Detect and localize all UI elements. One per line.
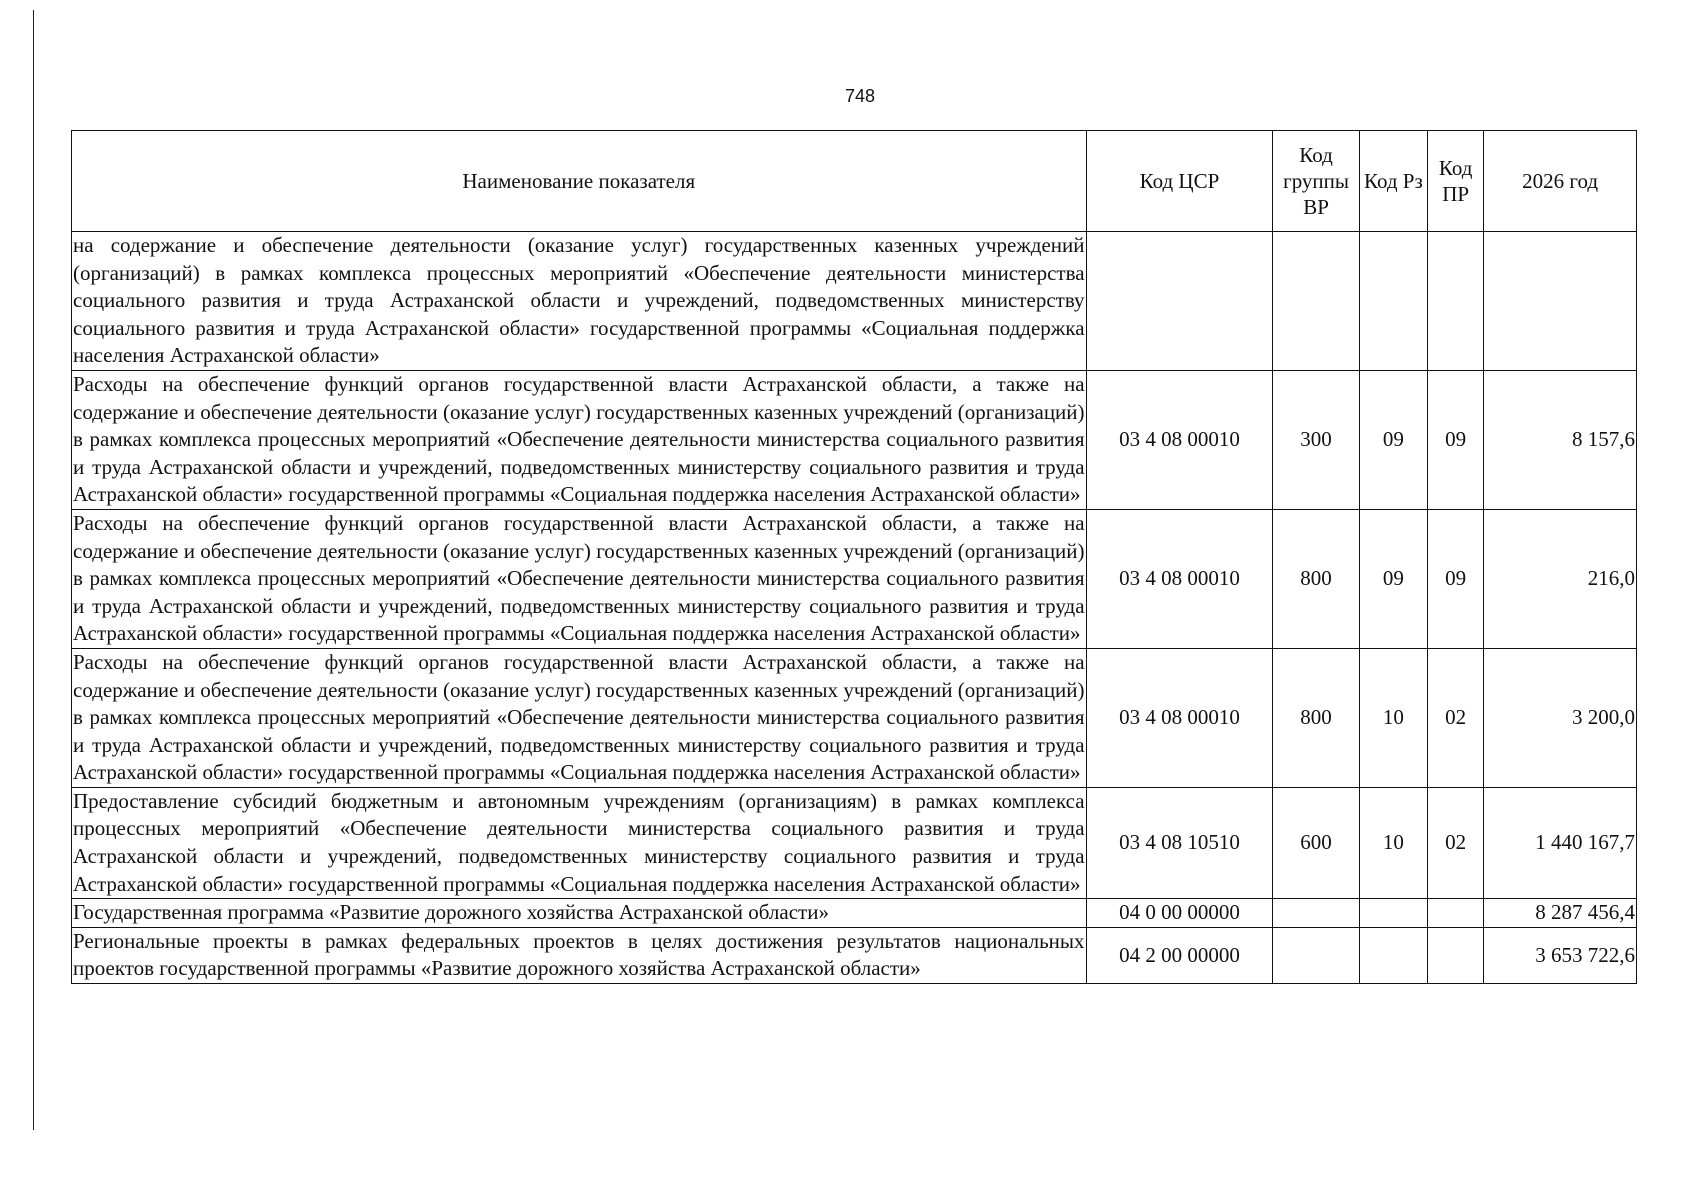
table-row xyxy=(72,927,1637,983)
table-row xyxy=(72,509,1637,648)
row-name: Расходы на обеспечение функций органов государственной власти Астраханской области, а также на содержание и обеспечение деятельности (оказание услуг) государственных казенных учреждений (организаций) в рамках комплекса процессных мероприятий «Обеспечение деятельности министерства социального развития и труда Астраханской области и учреждений, подведомственных министерству социального развития и труда Астраханской области» государственной программы «Социальная поддержка населения Астраханской области» xyxy=(72,509,1087,648)
row-rz-code xyxy=(1359,899,1427,928)
table-row xyxy=(72,648,1637,787)
row-csr-code: 03 4 08 00010 xyxy=(1086,648,1273,787)
row-vr-code xyxy=(1273,232,1359,371)
row-vr-code: 300 xyxy=(1273,370,1359,509)
row-csr-code xyxy=(1086,232,1273,371)
row-sum: 1 440 167,7 xyxy=(1484,787,1637,898)
page-number: 748 xyxy=(844,86,876,106)
header-rz-code: Код Рз xyxy=(1359,131,1427,232)
row-sum: 3 653 722,6 xyxy=(1484,927,1637,983)
row-pr-code: 09 xyxy=(1428,509,1484,648)
row-name: Расходы на обеспечение функций органов государственной власти Астраханской области, а также на содержание и обеспечение деятельности (оказание услуг) государственных казенных учреждений (организаций) в рамках комплекса процессных мероприятий «Обеспечение деятельности министерства социального развития и труда Астраханской области и учреждений, подведомственных министерству социального развития и труда Астраханской области» государственной программы «Социальная поддержка населения Астраханской области» xyxy=(72,648,1087,787)
row-rz-code: 09 xyxy=(1359,370,1427,509)
header-csr-code: Код ЦСР xyxy=(1086,131,1273,232)
header-name: Наименование показателя xyxy=(72,131,1087,232)
row-pr-code xyxy=(1428,899,1484,928)
row-pr-code: 02 xyxy=(1428,648,1484,787)
row-csr-code: 03 4 08 00010 xyxy=(1086,370,1273,509)
header-pr-code: Код ПР xyxy=(1428,131,1484,232)
row-vr-code: 800 xyxy=(1273,509,1359,648)
header-vr-group-code: Код группы ВР xyxy=(1273,131,1359,232)
row-vr-code xyxy=(1273,927,1359,983)
row-name: на содержание и обеспечение деятельности (оказание услуг) государственных казенных учреждений (организаций) в рамках комплекса процессных мероприятий «Обеспечение деятельности министерства социального развития и труда Астраханской области и учреждений, подведомственных министерству социального развития и труда Астраханской области» государственной программы «Социальная поддержка населения Астраханской области» xyxy=(72,232,1087,371)
row-csr-code: 04 0 00 00000 xyxy=(1086,899,1273,928)
row-name: Государственная программа «Развитие дорожного хозяйства Астраханской области» xyxy=(72,899,1087,928)
row-name: Предоставление субсидий бюджетным и автономным учреждениям (организациям) в рамках комплекса процессных мероприятий «Обеспечение деятельности министерства социального развития и труда Астраханской области и учреждений, подведомственных министерству социального развития и труда Астраханской области» государственной программы «Социальная поддержка населения Астраханской области» xyxy=(72,787,1087,898)
row-sum: 8 157,6 xyxy=(1484,370,1637,509)
table-header-row xyxy=(72,131,1637,232)
table-row xyxy=(72,787,1637,898)
row-rz-code xyxy=(1359,927,1427,983)
row-pr-code: 09 xyxy=(1428,370,1484,509)
binding-margin-line xyxy=(33,10,34,1130)
row-name: Региональные проекты в рамках федеральных проектов в целях достижения результатов национальных проектов государственной программы «Развитие дорожного хозяйства Астраханской области» xyxy=(72,927,1087,983)
row-rz-code: 10 xyxy=(1359,787,1427,898)
row-pr-code xyxy=(1428,927,1484,983)
row-sum: 216,0 xyxy=(1484,509,1637,648)
row-pr-code: 02 xyxy=(1428,787,1484,898)
table-row xyxy=(72,899,1637,928)
row-rz-code xyxy=(1359,232,1427,371)
row-rz-code: 10 xyxy=(1359,648,1427,787)
row-sum: 8 287 456,4 xyxy=(1484,899,1637,928)
row-name: Расходы на обеспечение функций органов государственной власти Астраханской области, а также на содержание и обеспечение деятельности (оказание услуг) государственных казенных учреждений (организаций) в рамках комплекса процессных мероприятий «Обеспечение деятельности министерства социального развития и труда Астраханской области и учреждений, подведомственных министерству социального развития и труда Астраханской области» государственной программы «Социальная поддержка населения Астраханской области» xyxy=(72,370,1087,509)
row-rz-code: 09 xyxy=(1359,509,1427,648)
header-year-2026: 2026 год xyxy=(1484,131,1637,232)
table-row xyxy=(72,370,1637,509)
row-sum xyxy=(1484,232,1637,371)
budget-table xyxy=(71,130,1637,984)
row-vr-code xyxy=(1273,899,1359,928)
row-sum: 3 200,0 xyxy=(1484,648,1637,787)
row-pr-code xyxy=(1428,232,1484,371)
table-row xyxy=(72,232,1637,371)
row-csr-code: 03 4 08 10510 xyxy=(1086,787,1273,898)
row-vr-code: 600 xyxy=(1273,787,1359,898)
row-vr-code: 800 xyxy=(1273,648,1359,787)
row-csr-code: 04 2 00 00000 xyxy=(1086,927,1273,983)
row-csr-code: 03 4 08 00010 xyxy=(1086,509,1273,648)
